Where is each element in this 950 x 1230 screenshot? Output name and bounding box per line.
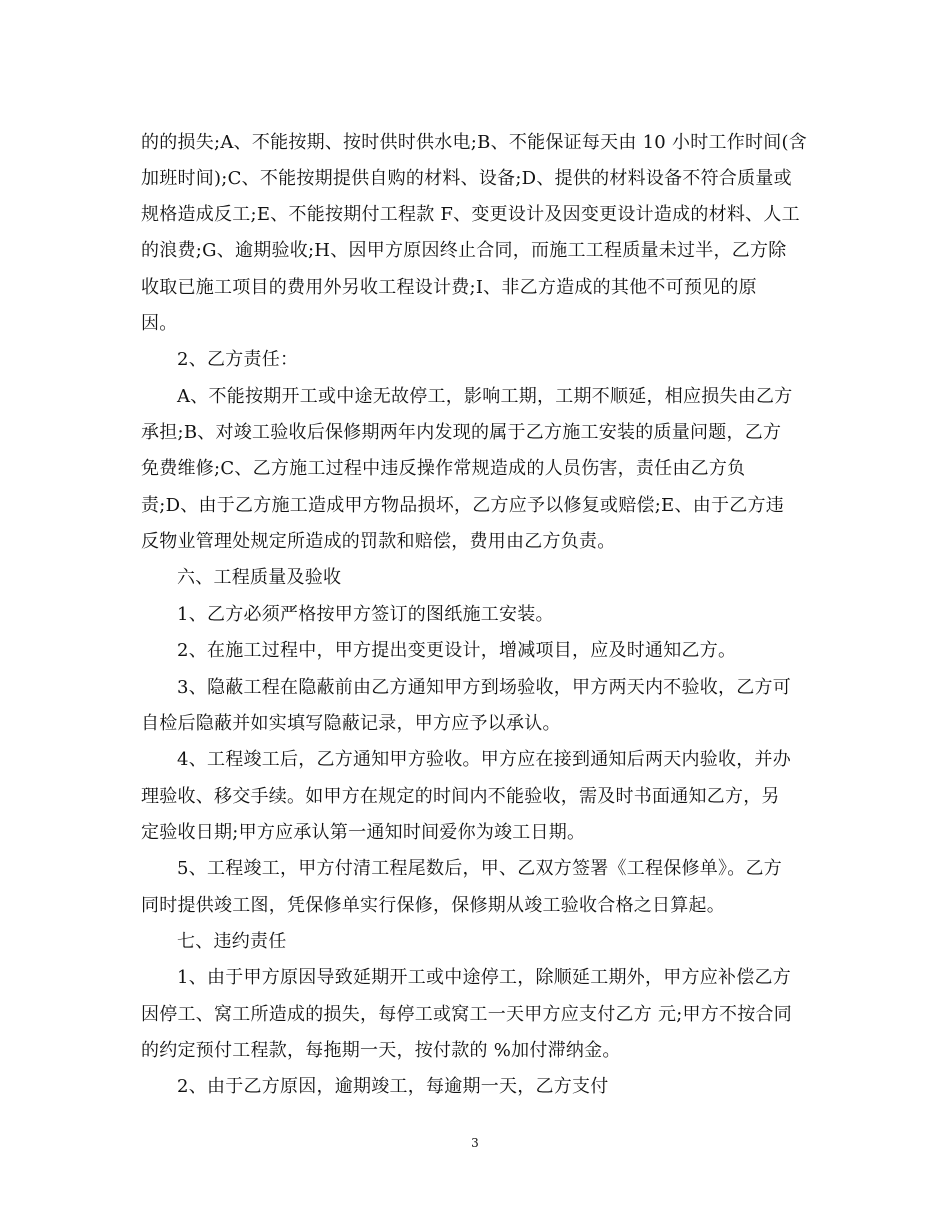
section-heading: 2、乙方责任： (177, 349, 299, 370)
section-heading: 七、违约责任 (177, 931, 287, 952)
text-line: 免费维修;C、乙方施工过程中违反操作常规造成的人员伤害，责任由乙方负 (141, 458, 746, 479)
text-line: 5、工程竣工，甲方付清工程尾数后，甲、乙双方签署《工程保修单》。乙方 (177, 858, 782, 879)
text-line: 自检后隐蔽并如实填写隐蔽记录，甲方应予以承认。 (141, 713, 561, 734)
text-line: 规格造成反工;E、不能按期付工程款 F、变更设计及因变更设计造成的材料、人工 (141, 204, 800, 225)
text-line: 承担;B、对竣工验收后保修期两年内发现的属于乙方施工安装的质量问题，乙方 (141, 422, 782, 443)
text-line: 同时提供竣工图，凭保修单实行保修，保修期从竣工验收合格之日算起。 (141, 895, 725, 916)
text-line: 理验收、移交手续。如甲方在规定的时间内不能验收，需及时书面通知乙方，另 (141, 786, 780, 807)
text-line: 1、乙方必须严格按甲方签订的图纸施工安装。 (177, 604, 554, 625)
text-line: 因停工、窝工所造成的损失，每停工或窝工一天甲方应支付乙方 元;甲方不按合同 (141, 1004, 793, 1025)
text-line: 2、由于乙方原因，逾期竣工，每逾期一天，乙方支付 (177, 1076, 609, 1097)
text-line: 定验收日期;甲方应承认第一通知时间爱你为竣工日期。 (141, 822, 586, 843)
text-line: 2、在施工过程中，甲方提出变更设计，增减项目，应及时通知乙方。 (177, 640, 737, 661)
text-line: 的浪费;G、逾期验收;H、因甲方原因终止合同，而施工工程质量未过半，乙方除 (141, 240, 787, 261)
text-line: 1、由于甲方原因导致延期开工或中途停工，除顺延工期外，甲方应补偿乙方 (177, 967, 791, 988)
text-line: 反物业管理处规定所造成的罚款和赔偿，费用由乙方负责。 (141, 531, 616, 552)
text-line: 3、隐蔽工程在隐蔽前由乙方通知甲方到场验收，甲方两天内不验收，乙方可 (177, 677, 791, 698)
text-line: A、不能按期开工或中途无故停工，影响工期，工期不顺延，相应损失由乙方 (177, 386, 793, 407)
text-line: 加班时间);C、不能按期提供自购的材料、设备;D、提供的材料设备不符合质量或 (141, 168, 792, 189)
text-line: 的的损失;A、不能按期、按时供时供水电;B、不能保证每天由 10 小时工作时间(含 (141, 132, 807, 153)
text-line: 收取已施工项目的费用外另收工程设计费;I、非乙方造成的其他不可预见的原 (141, 277, 757, 298)
text-line: 因。 (141, 313, 178, 334)
page-number: 3 (471, 1136, 479, 1150)
section-heading: 六、工程质量及验收 (177, 567, 342, 588)
text-line: 责;D、由于乙方施工造成甲方物品损坏，乙方应予以修复或赔偿;E、由于乙方违 (141, 495, 784, 516)
text-line: 的约定预付工程款，每拖期一天，按付款的 %加付滞纳金。 (141, 1040, 621, 1061)
text-line: 4、工程竣工后，乙方通知甲方验收。甲方应在接到通知后两天内验收，并办 (177, 749, 791, 770)
